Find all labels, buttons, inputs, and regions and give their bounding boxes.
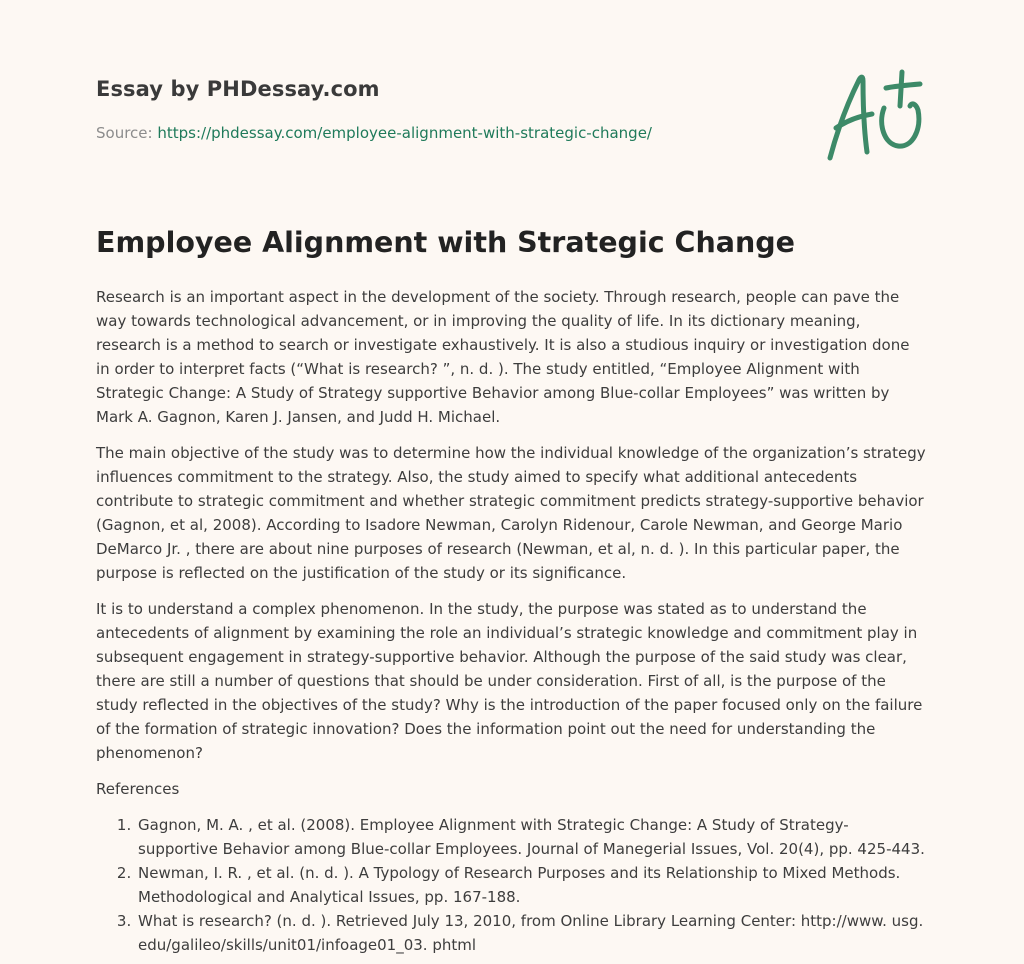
reference-item: 3. What is research? (n. d. ). Retrieved July 13, 2010, from Online Library Learning Center: http://www. usg. edu/galileo/skills/unit01/infoage01_03. phtml xyxy=(136,909,926,957)
source-link[interactable]: https://phdessay.com/employee-alignment-with-strategic-change/ xyxy=(157,124,652,142)
reference-item: 2. Newman, I. R. , et al. (n. d. ). A Typology of Research Purposes and its Relationship to Mixed Methods. Methodological and Analytical Issues, pp. 167-188. xyxy=(136,861,926,909)
reference-item: 1. Gagnon, M. A. , et al. (2008). Employee Alignment with Strategic Change: A Study of Strategy- supportive Behavior among Blue-collar Employees. Journal of Manegerial Issues, Vol. 20(4), pp. 425-443. xyxy=(136,813,926,861)
source-line xyxy=(96,124,652,142)
logo-plus-horizontal xyxy=(886,84,920,88)
references-heading: References xyxy=(96,780,180,798)
essay-title: Employee Alignment with Strategic Change xyxy=(96,226,795,259)
essay-body xyxy=(96,285,926,957)
paragraph-2: The main objective of the study was to determine how the individual knowledge of the organization’s strategy influences commitment to the strategy. Also, the study aimed to specify what additional antecedents contribute to strategic commitment and whether strategic commitment predicts strategy-supportive behavior (Gagnon, et al, 2008). According to Isadore Newman, Carolyn Ridenour, Carole Newman, and George Mario DeMarco Jr. , there are about nine purposes of research (Newman, et al, n. d. ). In this particular paper, the purpose is reflected on the justification of the study or its significance. xyxy=(96,444,926,582)
logo-plus-vertical xyxy=(900,72,902,106)
brand-title: Essay by PHDessay.com xyxy=(96,77,380,101)
logo-swoosh xyxy=(882,104,919,146)
source-label: Source: xyxy=(96,124,153,142)
references-list xyxy=(96,813,926,957)
paragraph-1: Research is an important aspect in the development of the society. Through research, people can pave the way towards technological advancement, or in improving the quality of life. In its dictionary meaning, research is a method to search or investigate exhaustively. It is also a studious inquiry or investigation done in order to interpret facts (“What is research? ”, n. d. ). The study entitled, “Employee Alignment with Strategic Change: A Study of Strategy supportive Behavior among Blue-collar Employees” was written by Mark A. Gagnon, Karen J. Jansen, and Judd H. Michael. xyxy=(96,288,910,426)
paragraph-3: It is to understand a complex phenomenon. In the study, the purpose was stated as to understand the antecedents of alignment by examining the role an individual’s strategic knowledge and commitment play in subsequent engagement in strategy-supportive behavior. Although the purpose of the said study was clear, there are still a number of questions that should be under consideration. First of all, is the purpose of the study reflected in the objectives of the study? Why is the introduction of the paper focused only on the failure of the formation of strategic innovation? Does the information point out the need for understanding the phenomenon? xyxy=(96,600,923,762)
a-plus-grade-icon xyxy=(822,68,928,164)
